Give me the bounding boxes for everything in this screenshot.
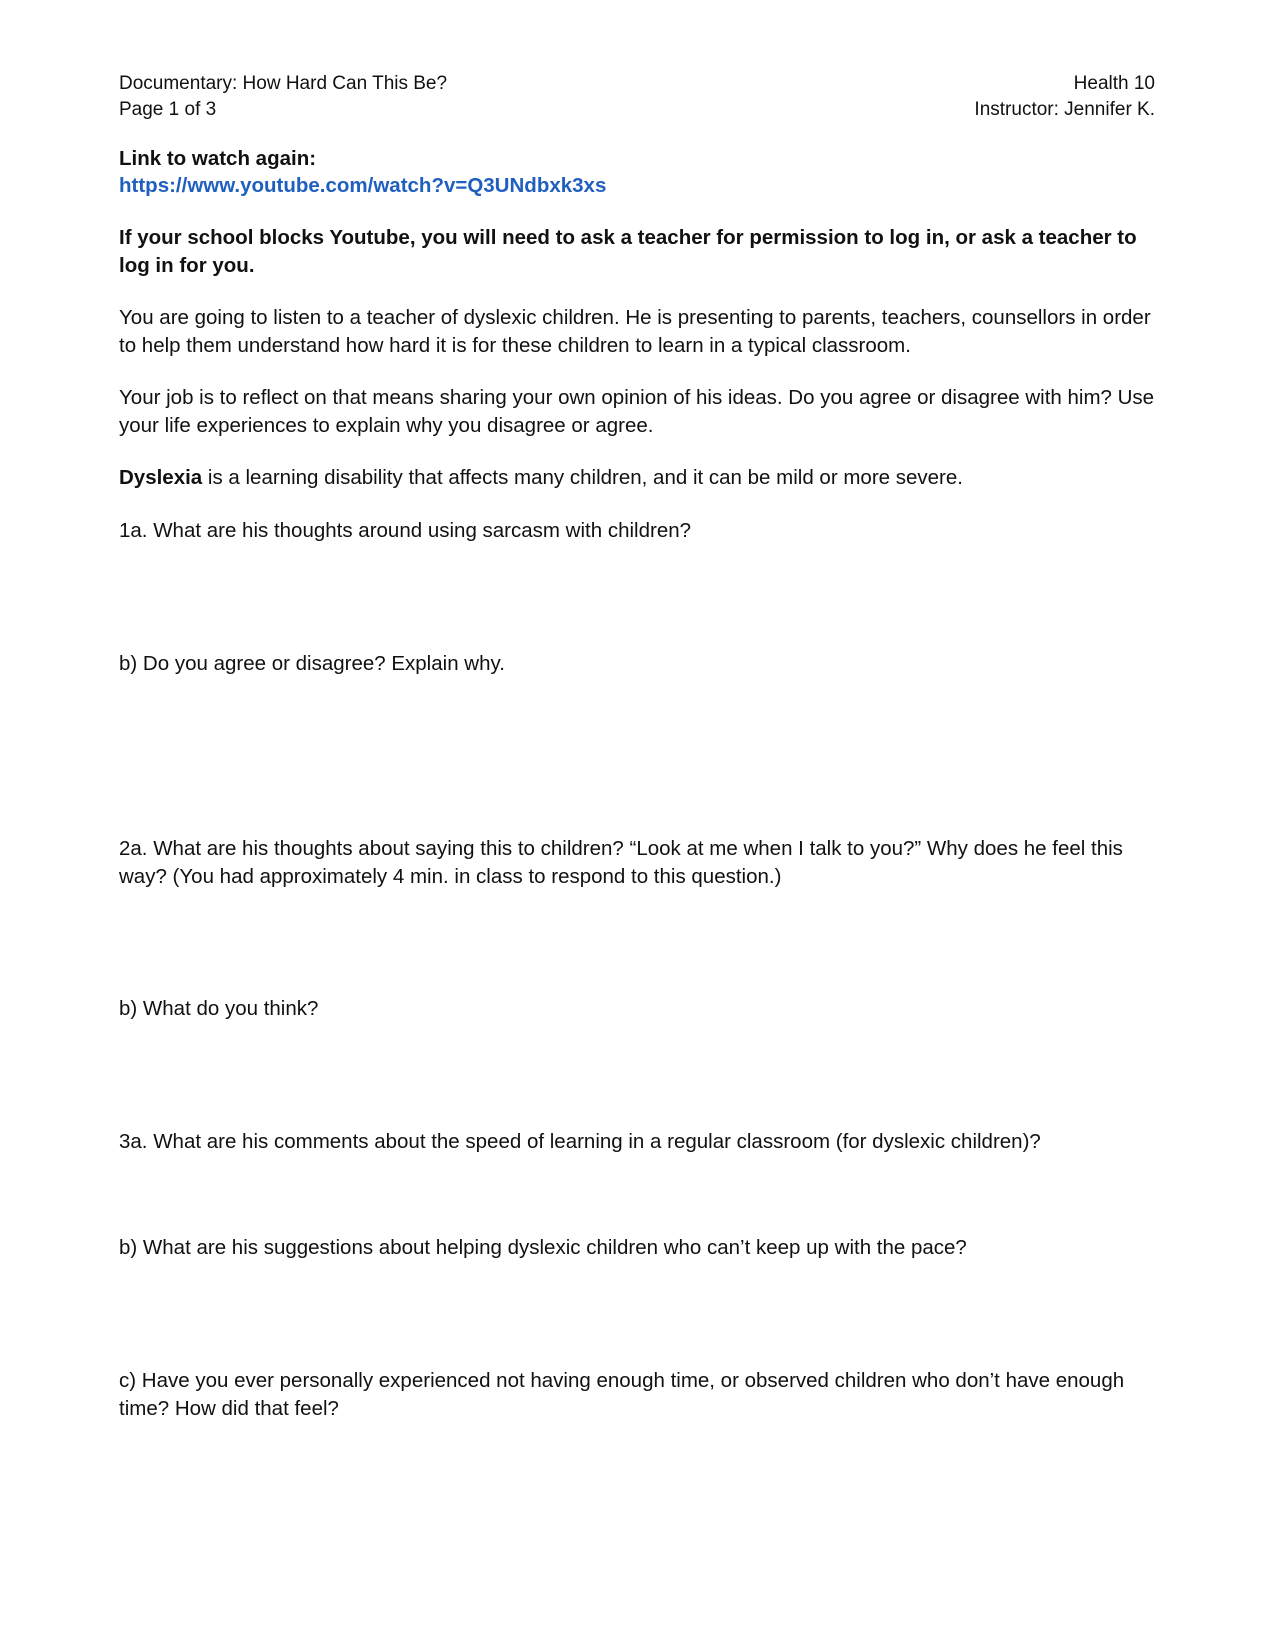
document-title: Documentary: How Hard Can This Be? — [119, 73, 448, 94]
page-number: Page 1 of 3 — [119, 99, 217, 120]
question-1b: b) Do you agree or disagree? Explain why. — [119, 652, 505, 675]
definition-paragraph — [119, 464, 1159, 492]
definition-text: is a learning disability that affects many children, and it can be mild or more severe. — [202, 466, 963, 489]
link-label: Link to watch again: — [119, 147, 317, 170]
youtube-notice: If your school blocks Youtube, you will need to ask a teacher for permission to log in, or ask a teacher to log in for you. — [119, 226, 1137, 277]
question-2a: 2a. What are his thoughts about saying this to children? “Look at me when I talk to you?” Why does he feel this way? (You had approximately 4 min. in class to respond to this question.) — [119, 837, 1123, 888]
question-3c: c) Have you ever personally experienced not having enough time, or observed children who don’t have enough time? How did that feel? — [119, 1369, 1125, 1420]
intro-paragraph: You are going to listen to a teacher of dyslexic children. He is presenting to parents, teachers, counsellors in order to help them understand how hard it is for these children to learn in a typical classroom. — [119, 306, 1151, 357]
task-paragraph: Your job is to reflect on that means sharing your own opinion of his ideas. Do you agree or disagree with him? Use your life experiences to explain why you disagree or agree. — [119, 386, 1155, 437]
video-link[interactable]: https://www.youtube.com/watch?v=Q3UNdbxk3xs — [119, 174, 607, 197]
question-1a: 1a. What are his thoughts around using sarcasm with children? — [119, 519, 692, 542]
course-name: Health 10 — [1073, 73, 1155, 94]
question-2b: b) What do you think? — [119, 997, 319, 1020]
definition-term: Dyslexia — [119, 466, 203, 489]
instructor-name: Instructor: Jennifer K. — [974, 99, 1155, 120]
question-3a: 3a. What are his comments about the speed of learning in a regular classroom (for dyslexic children)? — [119, 1130, 1041, 1153]
question-3b: b) What are his suggestions about helping dyslexic children who can’t keep up with the pace? — [119, 1236, 967, 1259]
